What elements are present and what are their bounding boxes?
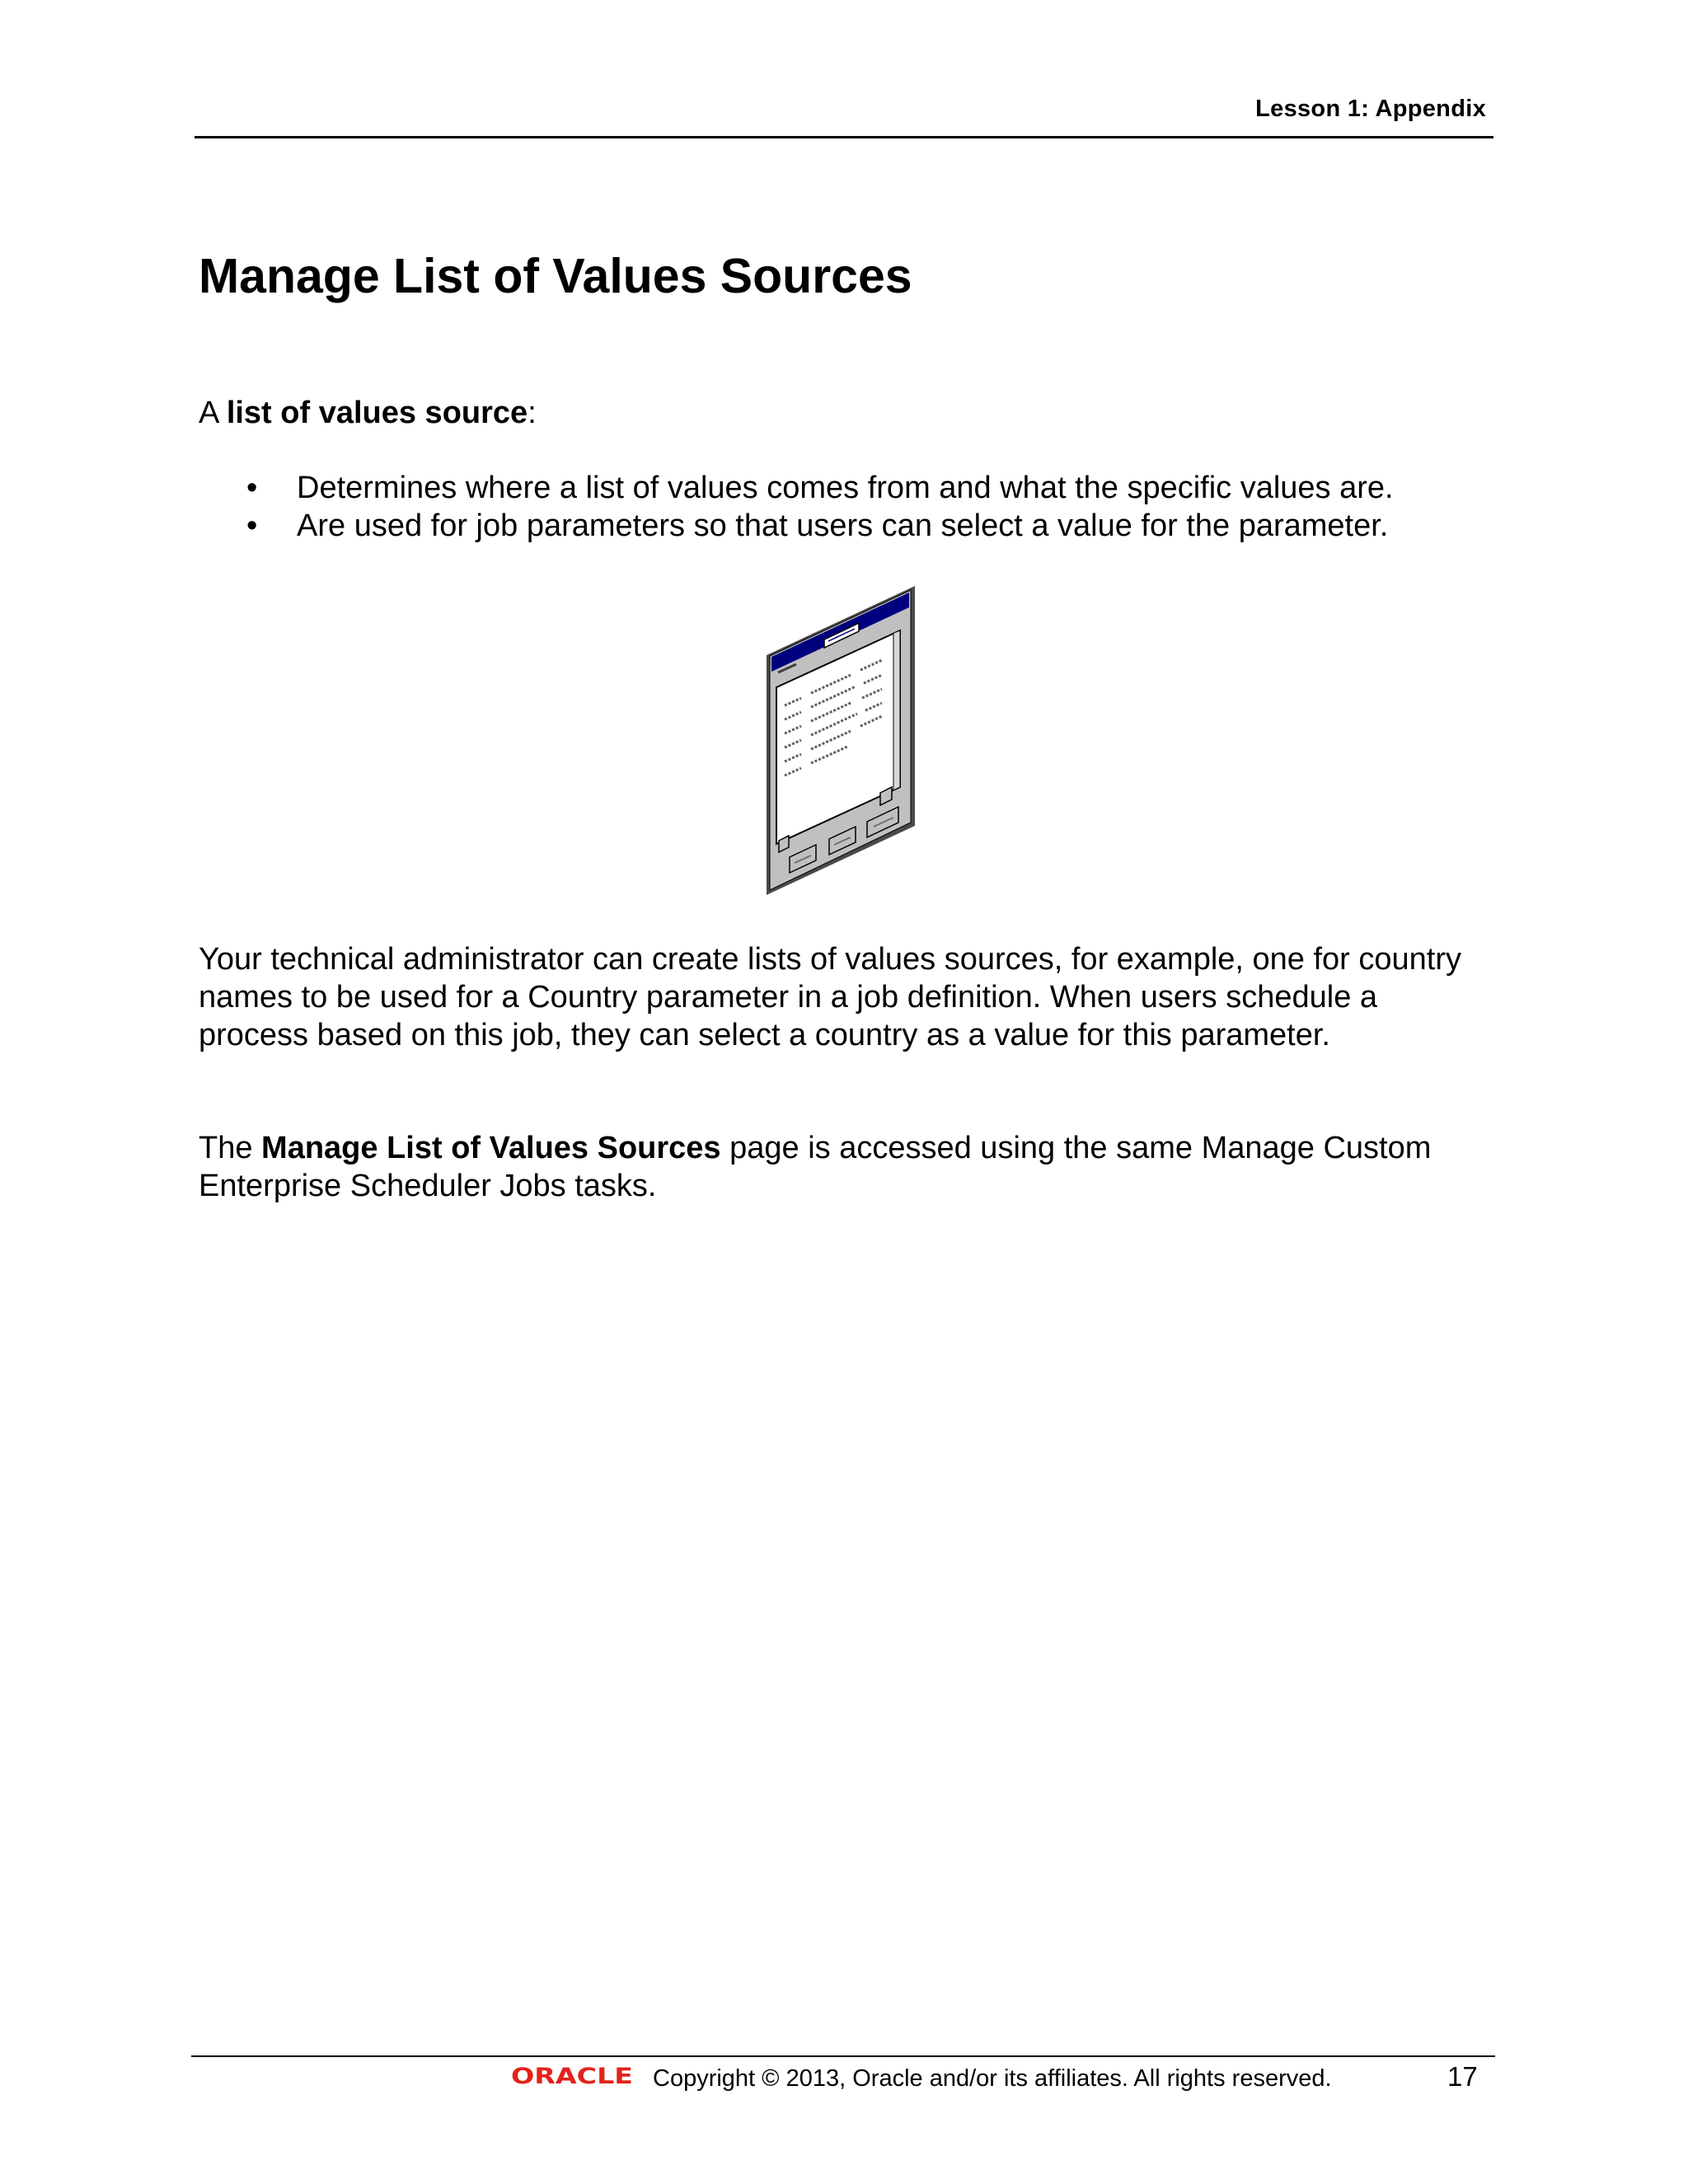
access-prefix: The [199,1131,262,1165]
page-number: 17 [1447,2061,1478,2092]
access-paragraph [199,1129,1468,1205]
oracle-logo-icon [511,2064,640,2088]
bullet-icon: • [246,509,258,543]
intro-suffix: : [528,396,537,430]
bullet-text: Are used for job parameters so that users can select a value for the parameter. [297,509,1389,543]
oracle-logo-text: ORACLE [511,2064,633,2088]
bullet-list [199,469,1517,545]
copyright-text: Copyright © 2013, Oracle and/or its affiliates. All rights reserved. [653,2065,1332,2092]
intro-prefix: A [199,396,227,430]
description-paragraph: Your technical administrator can create lists of values sources, for example, one for country names to be used for a Country parameter in a job definition. When users schedule a process based on this job, they can select a country as a value for this parameter. [199,942,1462,1052]
header-divider [195,136,1493,138]
access-suffix: page is accessed using the same Manage Custom Enterprise Scheduler Jobs tasks. [199,1131,1432,1203]
page-title: Manage List of Values Sources [199,249,912,303]
intro-term: list of values source [226,396,528,430]
header-lesson-label: Lesson 1: Appendix [1255,96,1486,122]
footer-divider [191,2055,1495,2057]
bullet-item [199,507,1517,545]
intro-line [199,394,537,432]
bullet-icon: • [246,471,258,505]
bullet-text: Determines where a list of values comes from and what the specific values are. [297,471,1394,505]
bullet-item [199,469,1517,507]
access-page-name: Manage List of Values Sources [261,1131,721,1165]
list-of-values-window-icon [765,585,926,898]
